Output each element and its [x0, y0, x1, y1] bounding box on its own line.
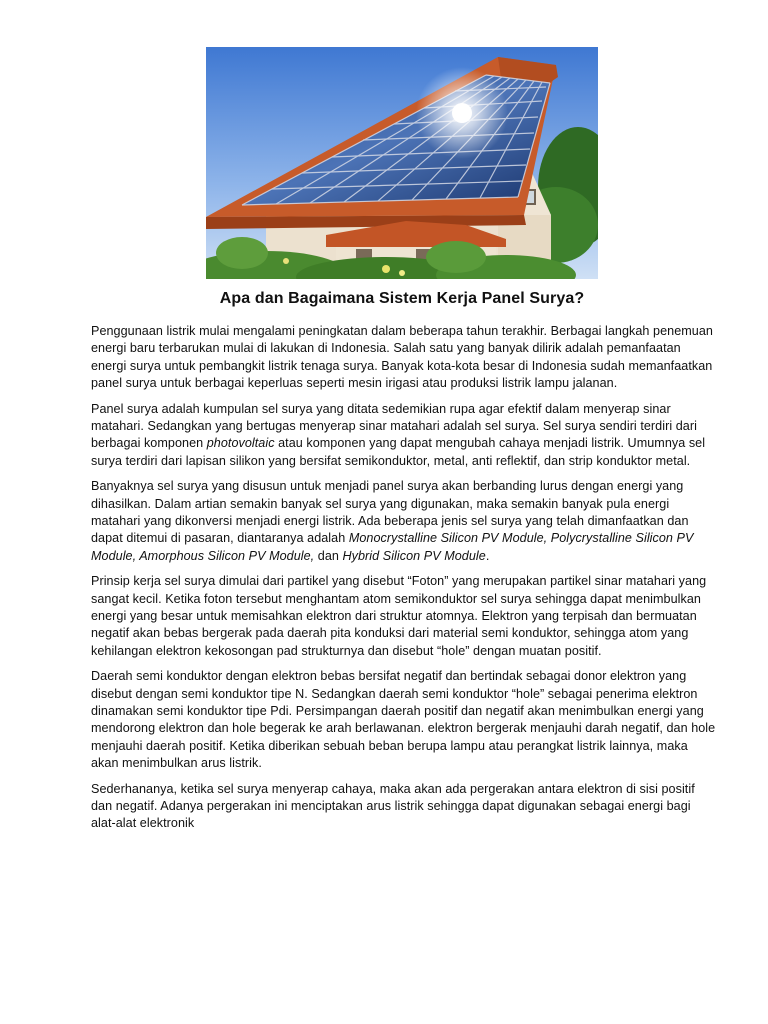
paragraph-3-text-e: . — [485, 548, 490, 563]
paragraph-3-text-a: Banyaknya sel surya yang disusun untuk menjadi panel surya akan berbanding lurus dengan energi yang dihasilkan. Dalam artian semakin banyak sel surya yang digunakan, maka semakin banyak pula energi matahari yang dikonversi menjadi energi listrik. Ada beberapa jenis sel surya yang telah dimanfaatkan dan dapat ditemui di pasaran, diantaranya adalah — [91, 479, 689, 546]
paragraph-3-italic-hybrid: Hybrid Silicon PV Module — [342, 548, 486, 563]
paragraph-2 — [91, 401, 716, 470]
paragraph-3-text-c: dan — [314, 548, 343, 563]
paragraph-3-italic-modules: Monocrystalline Silicon PV Module, Polycrystalline Silicon PV Module, Amorphous Silicon PV Module, — [91, 531, 694, 563]
house-with-solar-panels-photo — [206, 47, 598, 279]
paragraph-2-italic-term: photovoltaic — [206, 436, 275, 451]
paragraph-6: Sederhananya, ketika sel surya menyerap cahaya, maka akan ada pergerakan antara elektron di sisi positif dan negatif. Adanya pergerakan ini menciptakan arus listrik sehingga dapat digunakan sebagai energi bagi alat-alat elektronik — [91, 781, 695, 831]
article-title: Apa dan Bagaimana Sistem Kerja Panel Surya? — [219, 290, 585, 307]
paragraph-5: Daerah semi konduktor dengan elektron bebas bersifat negatif dan bertindak sebagai donor elektron yang disebut dengan semi konduktor tipe N. Sedangkan daerah semi konduktor “hole” sebagai penerima elektron dinamakan semi konduktor tipe Pdi. Persimpangan daerah positif dan negatif akan menimbulkan energi yang mendorong elektron dan hole begerak ke arah berlawanan. elektron bergerak menjauhi darah negatif, dan hole menjauhi daerah positif. Ketika diberikan sebuah beban berupa lampu atau perangkat listrik lainnya, maka akan menimbulkan arus listrik. — [91, 669, 716, 770]
paragraph-3 — [91, 478, 716, 564]
paragraph-2-text-a: Panel surya adalah kumpulan sel surya yang ditata sedemikian rupa agar efektif dalam menyerap sinar matahari. Sedangkan yang bertugas menyerap sinar matahari adalah sel surya. Sel surya sendiri terdiri dari berbagai komponen — [91, 401, 697, 451]
paragraph-1: Penggunaan listrik mulai mengalami peningkatan dalam beberapa tahun terakhir. Berbagai langkah penemuan energi baru terbarukan mulai di lakukan di Indonesia. Salah satu yang banyak dilirik adalah pemanfaatan energi surya untuk pembangkit listrik tenaga surya. Banyak kota-kota besar di Indonesia sudah memanfaatkan panel surya untuk berbagai keperluas seperti mesin irigasi atau produksi listrik lampu jalanan. — [91, 324, 713, 390]
paragraph-4: Prinsip kerja sel surya dimulai dari partikel yang disebut “Foton” yang merupakan partikel sinar matahari yang sangat kecil. Ketika foton tersebut menghantam atom semikonduktor sel surya sehingga dapat menimbulkan energi yang besar untuk memisahkan elektron dari struktur atomnya. Elektron yang terpisah dan bermuatan negatif akan bebas bergerak pada daerah pita konduksi dari material semi konduktor, sehingga atom yang kehilangan elektron kekosongan pad strukturnya dan disebut “hole” dengan muatan positif. — [91, 574, 707, 658]
paragraph-2-text-c: atau komponen yang dapat mengubah cahaya menjadi listrik. Umumnya sel surya terdiri dari lapisan silikon yang bersifat semikonduktor, metal, anti reflektif, dan strip konduktor metal. — [91, 436, 706, 468]
article-body — [91, 323, 716, 841]
